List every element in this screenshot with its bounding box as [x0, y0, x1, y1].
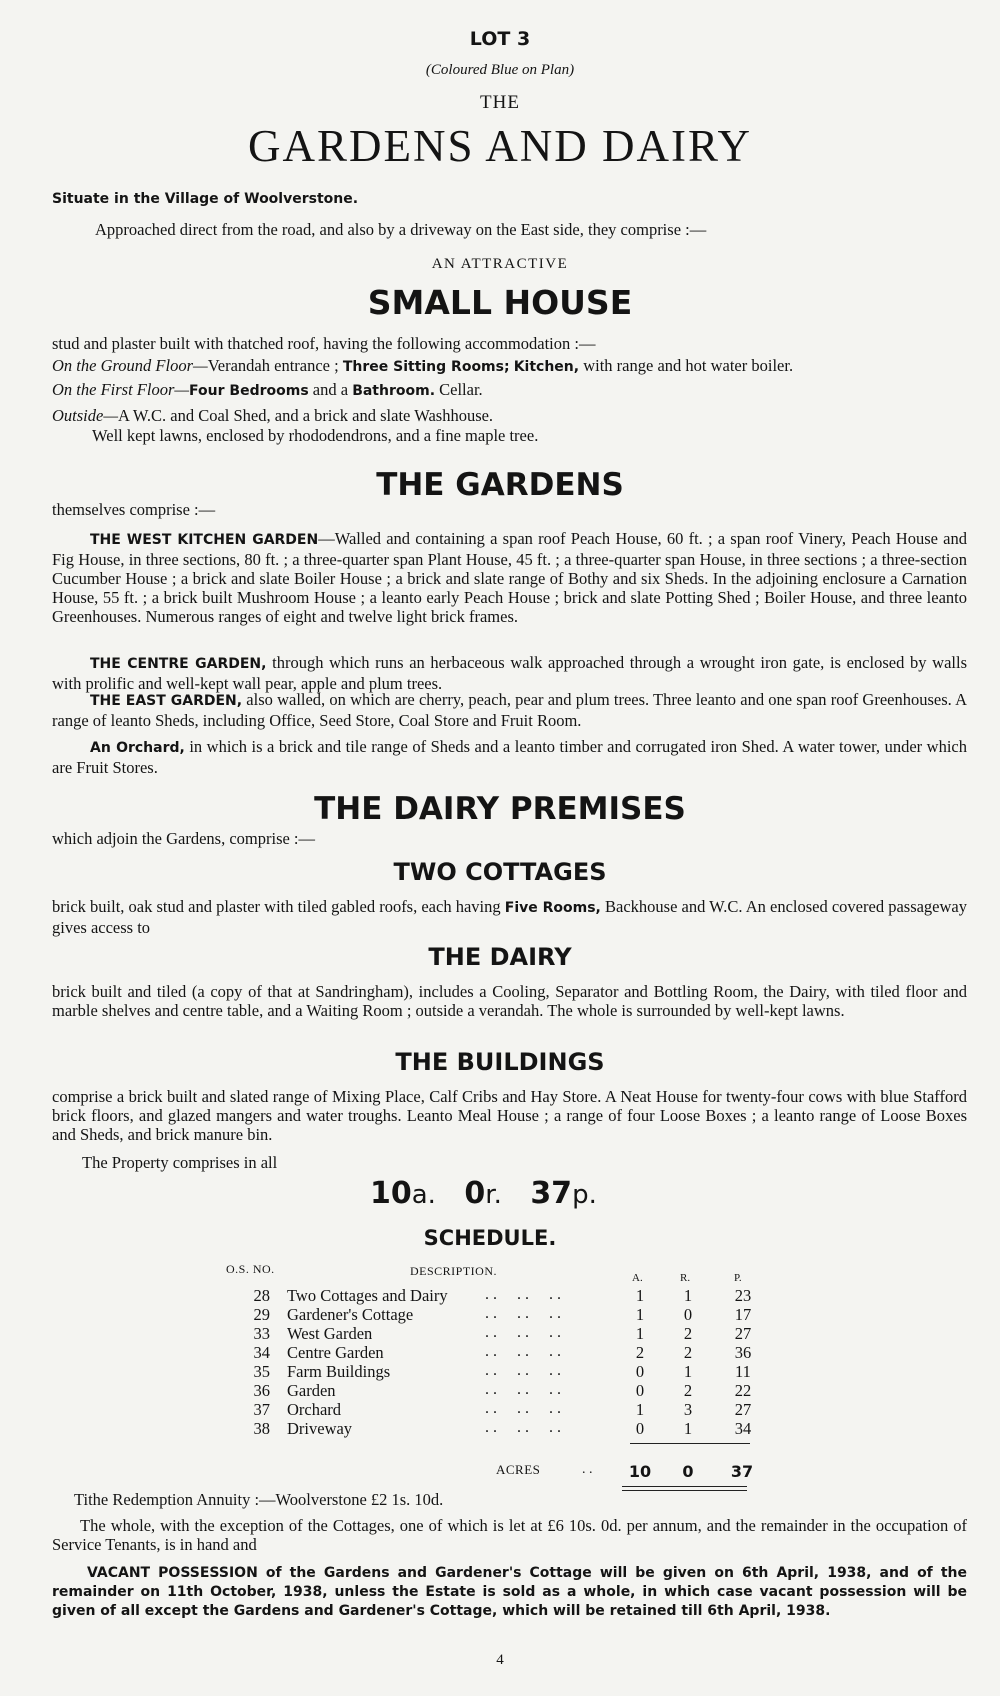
schedule-perches: 23	[734, 1286, 752, 1305]
schedule-perches: 27	[734, 1400, 752, 1419]
schedule-perches: 36	[734, 1343, 752, 1362]
schedule-acres: 1	[635, 1305, 645, 1324]
total-rule-bottom-2	[622, 1490, 747, 1491]
schedule-roods: 0	[683, 1305, 693, 1324]
first-floor-and: and a	[312, 380, 349, 399]
outside-line	[52, 406, 493, 425]
dairy-premises-title: THE DAIRY PREMISES	[314, 791, 686, 827]
total-r-value: 0	[682, 1462, 694, 1481]
schedule-description: Garden	[287, 1381, 336, 1400]
schedule-os-no: 34	[253, 1343, 270, 1362]
schedule-perches: 27	[734, 1324, 752, 1343]
total-rule-top	[630, 1443, 750, 1444]
schedule-os-no: 36	[253, 1381, 270, 1400]
leader-dots: . . . . . .	[485, 1362, 561, 1379]
centre-garden-text: through which runs an herbaceous walk approached through a wrought iron gate, is enclosed by walls with prolific and well-kept wall pear, apple and plum trees.	[52, 653, 968, 693]
leader-dots: . . . . . .	[485, 1400, 561, 1417]
schedule-description: West Garden	[287, 1324, 373, 1343]
ground-floor-sitting: Three Sitting Rooms;	[342, 359, 510, 375]
leader-dots: . . . . . .	[485, 1324, 561, 1341]
schedule-description: Orchard	[287, 1400, 342, 1419]
schedule-os-no: 37	[253, 1400, 270, 1419]
schedule-row	[240, 1343, 760, 1362]
ground-floor-kitchen: Kitchen,	[513, 359, 580, 375]
total-roods-value: 0	[464, 1176, 486, 1211]
dairy-paragraph: brick built and tiled (a copy of that at Sandringham), includes a Cooling, Separator and Bottling Room, the Dairy, with tiled floor and marble shelves and centre table, and a Waiting Room ; outside a verandah. The whole is surrounded by well-kept lawns.	[52, 982, 967, 1020]
vacant-possession-paragraph: VACANT POSSESSION of the Gardens and Gardener's Cottage will be given on 6th April, 1938, and of the remainder on 11th October, 1938, unless the Estate is sold as a whole, in which case vacant possession will be given of all except the Gardens and Gardener's Cottage, which will be retained till 6th April, 1938.	[52, 1565, 967, 1619]
schedule-roods: 2	[683, 1324, 693, 1343]
schedule-header-desc: DESCRIPTION.	[410, 1264, 498, 1278]
schedule-row	[240, 1381, 760, 1400]
small-house-intro: stud and plaster built with thatched roof, having the following accommodation :—	[52, 334, 596, 353]
schedule-os-no: 35	[253, 1362, 270, 1381]
east-garden-text: also walled, on which are cherry, peach, pear and plum trees. Three leanto and one span roof Greenhouses. A range of leanto Sheds, including Office, Seed Store, Coal Store and Fruit Room.	[52, 690, 967, 730]
total-p-value: 37	[730, 1462, 754, 1481]
total-perches-unit: p.	[572, 1180, 597, 1210]
cottages-title: TWO COTTAGES	[393, 858, 607, 886]
cottages-paragraph	[52, 897, 967, 937]
tithe-line: Tithe Redemption Annuity :—Woolverstone £2 1s. 10d.	[74, 1490, 444, 1509]
west-garden-paragraph	[52, 529, 967, 626]
schedule-perches: 34	[734, 1419, 752, 1438]
small-house-title: SMALL HOUSE	[367, 283, 633, 322]
first-floor-bathroom: Bathroom.	[352, 383, 436, 399]
orchard-text: in which is a brick and tile range of Sheds and a leanto timber and corrugated iron Shed. A water tower, under which are Fruit Stores.	[52, 737, 967, 777]
schedule-roods: 2	[683, 1381, 693, 1400]
coloured-note: (Coloured Blue on Plan)	[425, 62, 575, 78]
schedule-title: SCHEDULE.	[423, 1226, 557, 1250]
west-garden-text: —Walled and containing a span roof Peach House, 60 ft. ; a span roof Vinery, Peach House and Fig House, in three sections, 80 ft. ; a three-quarter span Plant House, 45 ft. ; a three-quarter span House, in three sections ; a three-section Cucumber House ; a brick and slate Boiler House ; a brick and slate range of Bothy and six Sheds. In the adjoining enclosure a Carnation House, 55 ft. ; a brick built Mushroom House ; a leanto early Peach House ; brick and slate Potting Shed ; Boiler House, and three leanto Greenhouses. Numerous ranges of eight and twelve light brick frames.	[52, 529, 967, 626]
cottages-five-rooms: Five Rooms,	[504, 900, 601, 916]
total-acres-value: 10	[370, 1176, 412, 1211]
schedule-roods: 2	[683, 1343, 693, 1362]
dairy-premises-intro: which adjoin the Gardens, comprise :—	[52, 829, 316, 848]
first-floor-cellar: Cellar.	[439, 380, 483, 399]
total-perches-value: 37	[530, 1176, 573, 1211]
acres-total-label: ACRES	[496, 1462, 541, 1477]
schedule-acres: 1	[635, 1286, 645, 1305]
schedule-header-r: R.	[680, 1272, 691, 1284]
gardens-title: THE GARDENS	[376, 467, 624, 503]
leader-dots: . . . . . .	[485, 1419, 561, 1436]
first-floor-label: On the First Floor—	[52, 380, 190, 399]
schedule-acres: 2	[635, 1343, 645, 1362]
schedule-roods: 1	[683, 1419, 693, 1438]
schedule-os-no: 33	[253, 1324, 270, 1343]
schedule-header-a: A.	[632, 1272, 643, 1284]
main-title: GARDENS AND DAIRY	[247, 121, 753, 171]
schedule-row	[240, 1419, 760, 1438]
schedule-roods: 1	[683, 1362, 693, 1381]
east-garden-label: THE EAST GARDEN,	[90, 693, 243, 709]
orchard-paragraph	[52, 737, 967, 777]
centre-garden-paragraph	[52, 653, 967, 693]
approached-line: Approached direct from the road, and also by a driveway on the East side, they comprise :—	[95, 220, 707, 239]
the-label: THE	[480, 92, 520, 113]
an-attractive-label: AN ATTRACTIVE	[431, 256, 569, 272]
acres-total-dots: . .	[582, 1462, 593, 1477]
schedule-row	[240, 1362, 760, 1381]
buildings-paragraph: comprise a brick built and slated range of Mixing Place, Calf Cribs and Hay Store. A Neat House for twenty-four cows with blue Stafford brick floors, and glazed mangers and water troughs. Leanto Meal House ; a range of four Loose Boxes ; a leanto range of Loose Boxes and Sheds, and brick manure bin.	[52, 1087, 967, 1144]
centre-garden-label: THE CENTRE GARDEN,	[90, 656, 267, 672]
schedule-perches: 11	[735, 1362, 751, 1381]
schedule-perches: 22	[734, 1381, 752, 1400]
schedule-row	[240, 1286, 760, 1305]
schedule-header-p: P.	[734, 1272, 742, 1284]
total-acres-unit: a.	[411, 1180, 436, 1210]
cottages-text-c: Backhouse and W.C. An enclosed covered passageway gives access to	[52, 897, 967, 937]
leader-dots: . . . . . .	[485, 1343, 561, 1360]
outside-text: A W.C. and Coal Shed, and a brick and slate Washhouse.	[118, 406, 494, 425]
cottages-text-a: brick built, oak stud and plaster with tiled gabled roofs, each having	[52, 897, 505, 916]
schedule-acres: 1	[635, 1324, 645, 1343]
schedule-description: Driveway	[287, 1419, 353, 1438]
total-area	[370, 1176, 597, 1211]
schedule-roods: 1	[683, 1286, 693, 1305]
schedule-os-no: 38	[253, 1419, 270, 1438]
schedule-acres: 1	[635, 1400, 645, 1419]
first-floor-line	[52, 380, 483, 401]
outside-label: Outside—	[52, 406, 118, 425]
leader-dots: . . . . . .	[485, 1381, 561, 1398]
ground-floor-line	[52, 356, 793, 377]
page-number: 4	[496, 1652, 504, 1668]
schedule-row	[240, 1305, 760, 1324]
schedule-description: Farm Buildings	[287, 1362, 391, 1381]
lawns-line: Well kept lawns, enclosed by rhododendrons, and a fine maple tree.	[92, 426, 539, 445]
schedule-acres: 0	[635, 1362, 645, 1381]
schedule-description: Gardener's Cottage	[287, 1305, 414, 1324]
schedule-row	[240, 1400, 760, 1419]
dairy-title: THE DAIRY	[428, 943, 572, 971]
first-floor-bedrooms: Four Bedrooms	[189, 383, 309, 399]
schedule-roods: 3	[683, 1400, 693, 1419]
occupation-paragraph: The whole, with the exception of the Cottages, one of which is let at £6 10s. 0d. per annum, and the remainder in the occupation of Service Tenants, is in hand and	[52, 1516, 967, 1554]
total-roods-unit: r.	[485, 1180, 502, 1210]
schedule-row	[240, 1324, 760, 1343]
gardens-intro: themselves comprise :—	[52, 500, 216, 519]
schedule-acres: 0	[635, 1381, 645, 1400]
buildings-title: THE BUILDINGS	[395, 1048, 605, 1076]
orchard-label: An Orchard,	[90, 740, 185, 756]
property-comprises: The Property comprises in all	[82, 1153, 278, 1172]
situate-line: Situate in the Village of Woolverstone.	[52, 191, 359, 207]
lot-heading: LOT 3	[469, 28, 531, 50]
ground-floor-range: with range and hot water boiler.	[583, 356, 794, 375]
leader-dots: . . . . . .	[485, 1286, 561, 1303]
west-garden-label: THE WEST KITCHEN GARDEN	[90, 532, 319, 548]
schedule-description: Centre Garden	[287, 1343, 384, 1362]
schedule-perches: 17	[734, 1305, 752, 1324]
total-a-value: 10	[628, 1462, 652, 1481]
schedule-acres: 0	[635, 1419, 645, 1438]
total-rule-bottom-1	[622, 1486, 747, 1487]
leader-dots: . . . . . .	[485, 1305, 561, 1322]
east-garden-paragraph	[52, 690, 967, 730]
schedule-os-no: 28	[253, 1286, 270, 1305]
schedule-header-no: O.S. NO.	[226, 1262, 275, 1276]
ground-floor-label: On the Ground Floor—	[52, 356, 208, 375]
ground-floor-entrance: Verandah entrance ;	[207, 356, 339, 375]
schedule-os-no: 29	[253, 1305, 270, 1324]
schedule-description: Two Cottages and Dairy	[287, 1286, 448, 1305]
